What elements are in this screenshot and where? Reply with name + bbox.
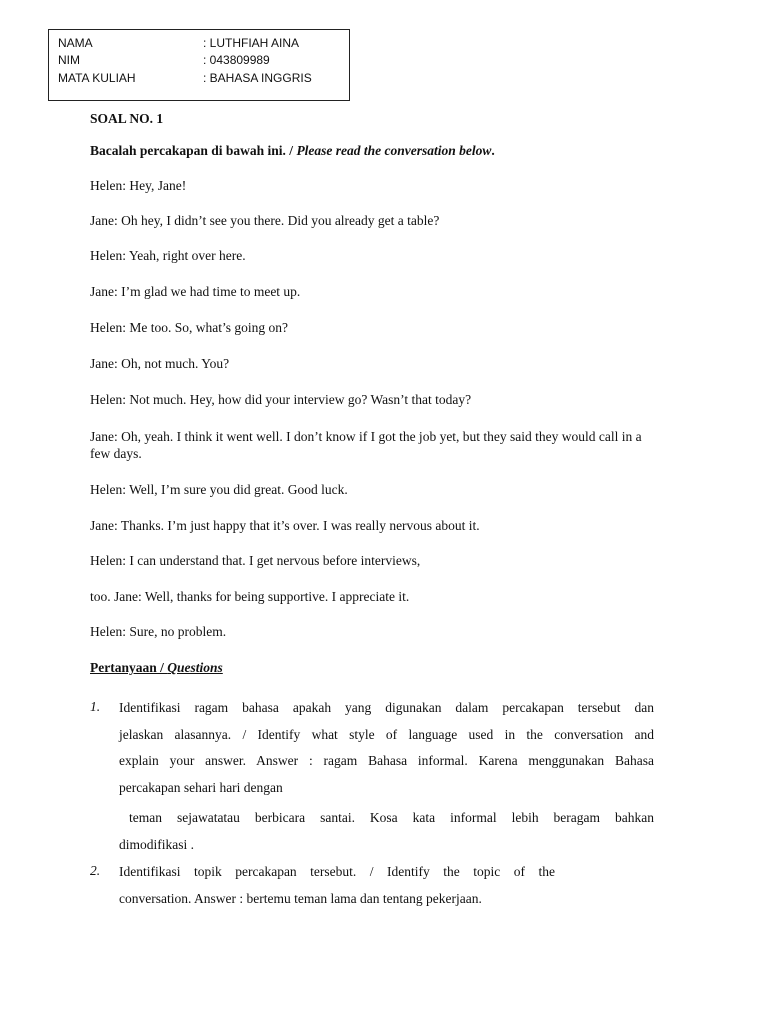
question-number: 2. bbox=[90, 863, 101, 878]
question-text-line: conversation. Answer : bertemu teman lama dan tentang pekerjaan. bbox=[119, 891, 482, 906]
instruction bbox=[90, 142, 495, 159]
question-text-line: Identifikasi topik percakapan tersebut. / Identify the topic of the bbox=[119, 864, 555, 879]
conversation-line: Helen: I can understand that. I get nervous before interviews, bbox=[90, 553, 421, 568]
conversation-line: Helen: Me too. So, what’s going on? bbox=[90, 320, 288, 335]
conversation-line: Helen: Hey, Jane! bbox=[90, 178, 187, 193]
identity-box bbox=[48, 29, 350, 101]
instruction-id-text: Bacalah percakapan di bawah ini. / bbox=[90, 143, 297, 158]
question-text-line: dimodifikasi . bbox=[119, 837, 194, 852]
conversation-line: too. Jane: Well, thanks for being supportive. I appreciate it. bbox=[90, 589, 410, 604]
conversation-line: Jane: Oh, not much. You? bbox=[90, 356, 230, 371]
course-label: MATA KULIAH bbox=[58, 71, 136, 85]
name-label: NAMA bbox=[58, 36, 93, 50]
instruction-en-text: Please read the conversation below bbox=[296, 143, 492, 158]
question-text-line: Identifikasi ragam bahasa apakah yang digunakan dalam percakapan tersebut dan bbox=[119, 700, 654, 715]
instruction-period: . bbox=[491, 143, 495, 158]
course-value: : BAHASA INGGRIS bbox=[203, 71, 312, 85]
conversation-line: Helen: Sure, no problem. bbox=[90, 624, 227, 639]
course-row bbox=[58, 70, 343, 86]
questions-heading-id: Pertanyaan / bbox=[90, 660, 168, 675]
conversation-line: Jane: Oh, yeah. I think it went well. I don’t know if I got the job yet, but they said they would call in a few days. bbox=[90, 429, 642, 461]
conversation-line: Helen: Yeah, right over here. bbox=[90, 248, 246, 263]
name-value: : LUTHFIAH AINA bbox=[203, 36, 300, 50]
conversation-line: Jane: Oh hey, I didn’t see you there. Did you already get a table? bbox=[90, 213, 440, 228]
nim-value: : 043809989 bbox=[203, 53, 270, 67]
conversation-line: Helen: Not much. Hey, how did your interview go? Wasn’t that today? bbox=[90, 392, 472, 407]
name-row bbox=[58, 35, 343, 51]
nim-label: NIM bbox=[58, 53, 80, 67]
soal-title: SOAL NO. 1 bbox=[90, 111, 164, 126]
question-text-line: explain your answer. Answer : ragam Bahasa informal. Karena menggunakan Bahasa bbox=[119, 753, 654, 768]
questions-heading bbox=[90, 659, 223, 676]
question-number: 1. bbox=[90, 699, 101, 714]
conversation-line: Jane: I’m glad we had time to meet up. bbox=[90, 284, 301, 299]
conversation-line: Jane: Thanks. I’m just happy that it’s over. I was really nervous about it. bbox=[90, 518, 480, 533]
question-text-line: percakapan sehari hari dengan bbox=[119, 780, 283, 795]
question-text-line: teman sejawatatau berbicara santai. Kosa kata informal lebih beragam bahkan bbox=[129, 810, 654, 825]
questions-heading-en: Questions bbox=[167, 660, 223, 675]
nim-row bbox=[58, 52, 343, 68]
conversation-line: Helen: Well, I’m sure you did great. Good luck. bbox=[90, 482, 348, 497]
question-text-line: jelaskan alasannya. / Identify what style of language used in the conversation and bbox=[119, 727, 654, 742]
